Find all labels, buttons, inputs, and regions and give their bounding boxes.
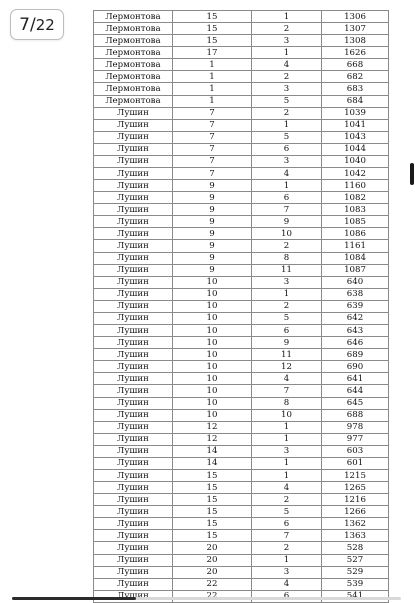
- house-cell: 1: [173, 59, 252, 71]
- number-cell: 528: [322, 542, 389, 554]
- table-row: [94, 385, 389, 397]
- number-cell: 1216: [322, 494, 389, 506]
- house-cell: 10: [173, 312, 252, 324]
- table-row: [94, 47, 389, 59]
- house-cell: 15: [173, 469, 252, 481]
- number-cell: 1363: [322, 530, 389, 542]
- table-row: [94, 397, 389, 409]
- house-cell: 9: [173, 252, 252, 264]
- entrance-cell: 3: [252, 276, 322, 288]
- entrance-cell: 3: [252, 83, 322, 95]
- house-cell: 10: [173, 385, 252, 397]
- house-cell: 15: [173, 506, 252, 518]
- house-cell: 20: [173, 566, 252, 578]
- table-row: [94, 204, 389, 216]
- house-cell: 7: [173, 155, 252, 167]
- street-cell: Лушин: [94, 228, 173, 240]
- table-row: [94, 530, 389, 542]
- number-cell: 1265: [322, 482, 389, 494]
- house-cell: 15: [173, 518, 252, 530]
- street-cell: Лермонтова: [94, 23, 173, 35]
- entrance-cell: 11: [252, 349, 322, 361]
- street-cell: Лушин: [94, 421, 173, 433]
- table-row: [94, 361, 389, 373]
- entrance-cell: 5: [252, 506, 322, 518]
- number-cell: 1043: [322, 131, 389, 143]
- street-cell: Лермонтова: [94, 35, 173, 47]
- number-cell: 684: [322, 95, 389, 107]
- table-row: [94, 276, 389, 288]
- house-cell: 9: [173, 228, 252, 240]
- house-cell: 1: [173, 83, 252, 95]
- table-row: [94, 95, 389, 107]
- entrance-cell: 1: [252, 288, 322, 300]
- table-row: [94, 240, 389, 252]
- number-cell: 642: [322, 312, 389, 324]
- house-cell: 12: [173, 421, 252, 433]
- number-cell: 1086: [322, 228, 389, 240]
- table-row: [94, 578, 389, 590]
- number-cell: 1306: [322, 11, 389, 23]
- house-cell: 9: [173, 192, 252, 204]
- house-cell: 10: [173, 361, 252, 373]
- house-cell: 10: [173, 300, 252, 312]
- table-row: [94, 312, 389, 324]
- street-cell: Лушин: [94, 300, 173, 312]
- street-cell: Лушин: [94, 409, 173, 421]
- number-cell: 977: [322, 433, 389, 445]
- horizontal-scroll-fill: [12, 597, 136, 600]
- street-cell: Лушин: [94, 397, 173, 409]
- entrance-cell: 4: [252, 482, 322, 494]
- house-cell: 9: [173, 180, 252, 192]
- entrance-cell: 7: [252, 530, 322, 542]
- table-row: [94, 542, 389, 554]
- house-cell: 10: [173, 373, 252, 385]
- table-row: [94, 349, 389, 361]
- street-cell: Лушин: [94, 168, 173, 180]
- house-cell: 10: [173, 409, 252, 421]
- street-cell: Лушин: [94, 325, 173, 337]
- street-cell: Лушин: [94, 445, 173, 457]
- street-cell: Лушин: [94, 119, 173, 131]
- house-cell: 1: [173, 95, 252, 107]
- street-cell: Лушин: [94, 204, 173, 216]
- address-table: [93, 10, 389, 603]
- vertical-scrollbar-thumb[interactable]: [410, 163, 414, 185]
- table-row: [94, 518, 389, 530]
- street-cell: Лушин: [94, 373, 173, 385]
- table-row: [94, 168, 389, 180]
- number-cell: 1039: [322, 107, 389, 119]
- address-table-body: [94, 11, 389, 603]
- street-cell: Лушин: [94, 252, 173, 264]
- entrance-cell: 7: [252, 204, 322, 216]
- number-cell: 641: [322, 373, 389, 385]
- street-cell: Лермонтова: [94, 47, 173, 59]
- house-cell: 14: [173, 457, 252, 469]
- house-cell: 15: [173, 494, 252, 506]
- street-cell: Лушин: [94, 349, 173, 361]
- number-cell: 1082: [322, 192, 389, 204]
- number-cell: 640: [322, 276, 389, 288]
- table-row: [94, 494, 389, 506]
- street-cell: Лермонтова: [94, 95, 173, 107]
- page-counter: [10, 9, 64, 40]
- street-cell: Лушин: [94, 566, 173, 578]
- entrance-cell: 4: [252, 168, 322, 180]
- entrance-cell: 3: [252, 155, 322, 167]
- entrance-cell: 1: [252, 11, 322, 23]
- table-row: [94, 35, 389, 47]
- number-cell: 1362: [322, 518, 389, 530]
- entrance-cell: 6: [252, 518, 322, 530]
- house-cell: 10: [173, 325, 252, 337]
- table-row: [94, 83, 389, 95]
- entrance-cell: 4: [252, 59, 322, 71]
- street-cell: Лушин: [94, 494, 173, 506]
- street-cell: Лушин: [94, 240, 173, 252]
- number-cell: 1308: [322, 35, 389, 47]
- entrance-cell: 2: [252, 23, 322, 35]
- entrance-cell: 2: [252, 542, 322, 554]
- number-cell: 1042: [322, 168, 389, 180]
- street-cell: Лушин: [94, 216, 173, 228]
- entrance-cell: 2: [252, 107, 322, 119]
- entrance-cell: 1: [252, 457, 322, 469]
- entrance-cell: 1: [252, 469, 322, 481]
- number-cell: 1160: [322, 180, 389, 192]
- number-cell: 1087: [322, 264, 389, 276]
- number-cell: 646: [322, 337, 389, 349]
- table-row: [94, 71, 389, 83]
- entrance-cell: 4: [252, 578, 322, 590]
- table-row: [94, 325, 389, 337]
- entrance-cell: 5: [252, 95, 322, 107]
- street-cell: Лушин: [94, 506, 173, 518]
- street-cell: Лушин: [94, 131, 173, 143]
- table-row: [94, 409, 389, 421]
- page-separator: /: [30, 14, 36, 35]
- number-cell: 1215: [322, 469, 389, 481]
- table-row: [94, 180, 389, 192]
- entrance-cell: 5: [252, 131, 322, 143]
- number-cell: 1041: [322, 119, 389, 131]
- entrance-cell: 8: [252, 397, 322, 409]
- entrance-cell: 6: [252, 143, 322, 155]
- number-cell: 1266: [322, 506, 389, 518]
- house-cell: 10: [173, 276, 252, 288]
- entrance-cell: 7: [252, 385, 322, 397]
- table-row: [94, 445, 389, 457]
- table-row: [94, 59, 389, 71]
- number-cell: 603: [322, 445, 389, 457]
- entrance-cell: 10: [252, 409, 322, 421]
- number-cell: 688: [322, 409, 389, 421]
- entrance-cell: 3: [252, 445, 322, 457]
- house-cell: 7: [173, 107, 252, 119]
- table-row: [94, 457, 389, 469]
- number-cell: 1085: [322, 216, 389, 228]
- table-row: [94, 264, 389, 276]
- entrance-cell: 5: [252, 312, 322, 324]
- street-cell: Лушин: [94, 457, 173, 469]
- street-cell: Лушин: [94, 385, 173, 397]
- table-row: [94, 433, 389, 445]
- entrance-cell: 1: [252, 47, 322, 59]
- entrance-cell: 10: [252, 228, 322, 240]
- entrance-cell: 8: [252, 252, 322, 264]
- house-cell: 10: [173, 337, 252, 349]
- number-cell: 978: [322, 421, 389, 433]
- entrance-cell: 2: [252, 240, 322, 252]
- house-cell: 20: [173, 554, 252, 566]
- street-cell: Лушин: [94, 554, 173, 566]
- entrance-cell: 11: [252, 264, 322, 276]
- entrance-cell: 9: [252, 216, 322, 228]
- street-cell: Лушин: [94, 542, 173, 554]
- table-row: [94, 554, 389, 566]
- street-cell: Лушин: [94, 482, 173, 494]
- horizontal-scroll-track[interactable]: [12, 597, 401, 600]
- number-cell: 683: [322, 83, 389, 95]
- number-cell: 1084: [322, 252, 389, 264]
- street-cell: Лушин: [94, 361, 173, 373]
- street-cell: Лушин: [94, 433, 173, 445]
- street-cell: Лермонтова: [94, 59, 173, 71]
- street-cell: Лушин: [94, 530, 173, 542]
- table-row: [94, 23, 389, 35]
- street-cell: Лушин: [94, 469, 173, 481]
- table-row: [94, 131, 389, 143]
- table-row: [94, 506, 389, 518]
- house-cell: 7: [173, 131, 252, 143]
- street-cell: Лушин: [94, 155, 173, 167]
- street-cell: Лушин: [94, 578, 173, 590]
- entrance-cell: 1: [252, 119, 322, 131]
- number-cell: 1626: [322, 47, 389, 59]
- number-cell: 601: [322, 457, 389, 469]
- house-cell: 9: [173, 216, 252, 228]
- entrance-cell: 9: [252, 337, 322, 349]
- house-cell: 12: [173, 433, 252, 445]
- street-cell: Лушин: [94, 276, 173, 288]
- house-cell: 10: [173, 397, 252, 409]
- table-row: [94, 216, 389, 228]
- house-cell: 9: [173, 240, 252, 252]
- house-cell: 9: [173, 204, 252, 216]
- house-cell: 20: [173, 542, 252, 554]
- house-cell: 7: [173, 168, 252, 180]
- number-cell: 638: [322, 288, 389, 300]
- page-total: 22: [35, 15, 55, 34]
- number-cell: 539: [322, 578, 389, 590]
- house-cell: 7: [173, 119, 252, 131]
- number-cell: 527: [322, 554, 389, 566]
- house-cell: 10: [173, 288, 252, 300]
- street-cell: Лушин: [94, 312, 173, 324]
- street-cell: Лермонтова: [94, 11, 173, 23]
- table-row: [94, 300, 389, 312]
- house-cell: 15: [173, 530, 252, 542]
- house-cell: 15: [173, 11, 252, 23]
- table-row: [94, 192, 389, 204]
- table-row: [94, 119, 389, 131]
- house-cell: 15: [173, 482, 252, 494]
- street-cell: Лушин: [94, 180, 173, 192]
- table-row: [94, 566, 389, 578]
- house-cell: 10: [173, 349, 252, 361]
- entrance-cell: 3: [252, 566, 322, 578]
- street-cell: Лушин: [94, 518, 173, 530]
- house-cell: 15: [173, 35, 252, 47]
- table-row: [94, 337, 389, 349]
- number-cell: 645: [322, 397, 389, 409]
- table-row: [94, 143, 389, 155]
- number-cell: 1044: [322, 143, 389, 155]
- number-cell: 644: [322, 385, 389, 397]
- street-cell: Лушин: [94, 143, 173, 155]
- entrance-cell: 6: [252, 325, 322, 337]
- number-cell: 529: [322, 566, 389, 578]
- entrance-cell: 6: [252, 192, 322, 204]
- number-cell: 690: [322, 361, 389, 373]
- number-cell: 1040: [322, 155, 389, 167]
- page-current: 7: [19, 14, 30, 35]
- house-cell: 9: [173, 264, 252, 276]
- table-row: [94, 11, 389, 23]
- house-cell: 17: [173, 47, 252, 59]
- entrance-cell: 2: [252, 300, 322, 312]
- house-cell: 22: [173, 578, 252, 590]
- number-cell: 1083: [322, 204, 389, 216]
- number-cell: 1161: [322, 240, 389, 252]
- entrance-cell: 3: [252, 35, 322, 47]
- street-cell: Лушин: [94, 192, 173, 204]
- entrance-cell: 1: [252, 554, 322, 566]
- number-cell: 643: [322, 325, 389, 337]
- house-cell: 7: [173, 143, 252, 155]
- number-cell: 682: [322, 71, 389, 83]
- number-cell: 668: [322, 59, 389, 71]
- entrance-cell: 1: [252, 180, 322, 192]
- entrance-cell: 12: [252, 361, 322, 373]
- table-row: [94, 228, 389, 240]
- table-row: [94, 373, 389, 385]
- table-row: [94, 155, 389, 167]
- table-row: [94, 421, 389, 433]
- street-cell: Лушин: [94, 107, 173, 119]
- house-cell: 1: [173, 71, 252, 83]
- table-row: [94, 482, 389, 494]
- house-cell: 14: [173, 445, 252, 457]
- table-row: [94, 252, 389, 264]
- house-cell: 15: [173, 23, 252, 35]
- street-cell: Лушин: [94, 264, 173, 276]
- table-row: [94, 469, 389, 481]
- street-cell: Лермонтова: [94, 71, 173, 83]
- entrance-cell: 4: [252, 373, 322, 385]
- entrance-cell: 1: [252, 421, 322, 433]
- number-cell: 689: [322, 349, 389, 361]
- table-row: [94, 107, 389, 119]
- number-cell: 1307: [322, 23, 389, 35]
- street-cell: Лушин: [94, 337, 173, 349]
- entrance-cell: 2: [252, 71, 322, 83]
- street-cell: Лермонтова: [94, 83, 173, 95]
- entrance-cell: 2: [252, 494, 322, 506]
- entrance-cell: 1: [252, 433, 322, 445]
- street-cell: Лушин: [94, 288, 173, 300]
- table-row: [94, 288, 389, 300]
- number-cell: 639: [322, 300, 389, 312]
